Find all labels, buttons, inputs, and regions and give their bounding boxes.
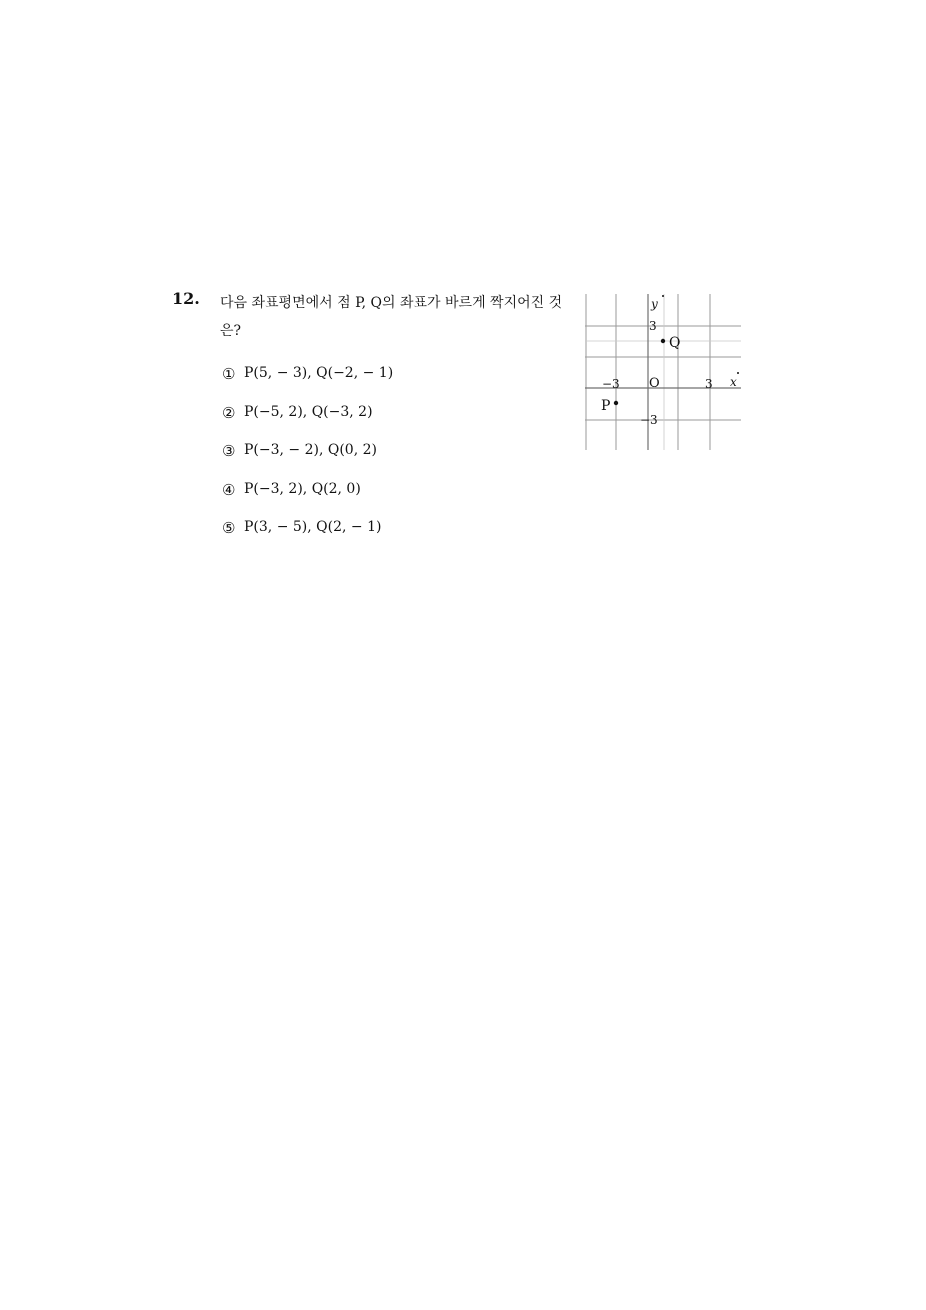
choice-5[interactable] bbox=[222, 519, 393, 558]
question-text: 다음 좌표평면에서 점 P, Q의 좌표가 바르게 짝지어진 것은? bbox=[220, 295, 563, 339]
choice-3[interactable] bbox=[222, 442, 393, 481]
y-axis-label: y bbox=[651, 297, 658, 311]
choice-2-text: P(−5, 2), Q(−3, 2) bbox=[244, 403, 373, 420]
choice-2-mark: ② bbox=[222, 403, 236, 422]
answer-choices bbox=[222, 365, 393, 558]
point-p-label: P bbox=[601, 398, 611, 414]
tick-label-x-neg-3: −3 bbox=[602, 377, 620, 391]
choice-2[interactable] bbox=[222, 404, 393, 443]
choice-5-mark: ⑤ bbox=[222, 519, 236, 537]
point-q-dot bbox=[661, 339, 665, 343]
choice-5-text: P(3, − 5), Q(2, − 1) bbox=[244, 519, 382, 535]
x-axis-label: x bbox=[730, 375, 737, 389]
y-axis-dot bbox=[662, 295, 664, 297]
choice-1-mark: ① bbox=[222, 365, 236, 383]
point-p-dot bbox=[614, 401, 618, 405]
point-q-label: Q bbox=[669, 335, 681, 351]
question-number: 12. bbox=[172, 289, 200, 308]
origin-label: O bbox=[649, 376, 660, 391]
minor-grid-lines bbox=[585, 294, 741, 450]
choice-4-text: P(−3, 2), Q(2, 0) bbox=[244, 480, 361, 497]
coordinate-plane-figure bbox=[580, 290, 750, 460]
x-axis-dot bbox=[737, 372, 739, 374]
choice-4-mark: ④ bbox=[222, 480, 236, 499]
tick-label-y-3: 3 bbox=[649, 319, 657, 333]
axes bbox=[585, 294, 741, 450]
tick-label-y-neg-3: −3 bbox=[640, 413, 658, 427]
choice-1-text: P(5, − 3), Q(−2, − 1) bbox=[244, 365, 394, 381]
choice-1[interactable] bbox=[222, 365, 393, 404]
grid-lines bbox=[585, 294, 741, 450]
tick-label-x-3: 3 bbox=[705, 377, 713, 391]
choice-3-text: P(−3, − 2), Q(0, 2) bbox=[244, 442, 377, 458]
choice-3-mark: ③ bbox=[222, 442, 236, 460]
choice-4[interactable] bbox=[222, 481, 393, 520]
